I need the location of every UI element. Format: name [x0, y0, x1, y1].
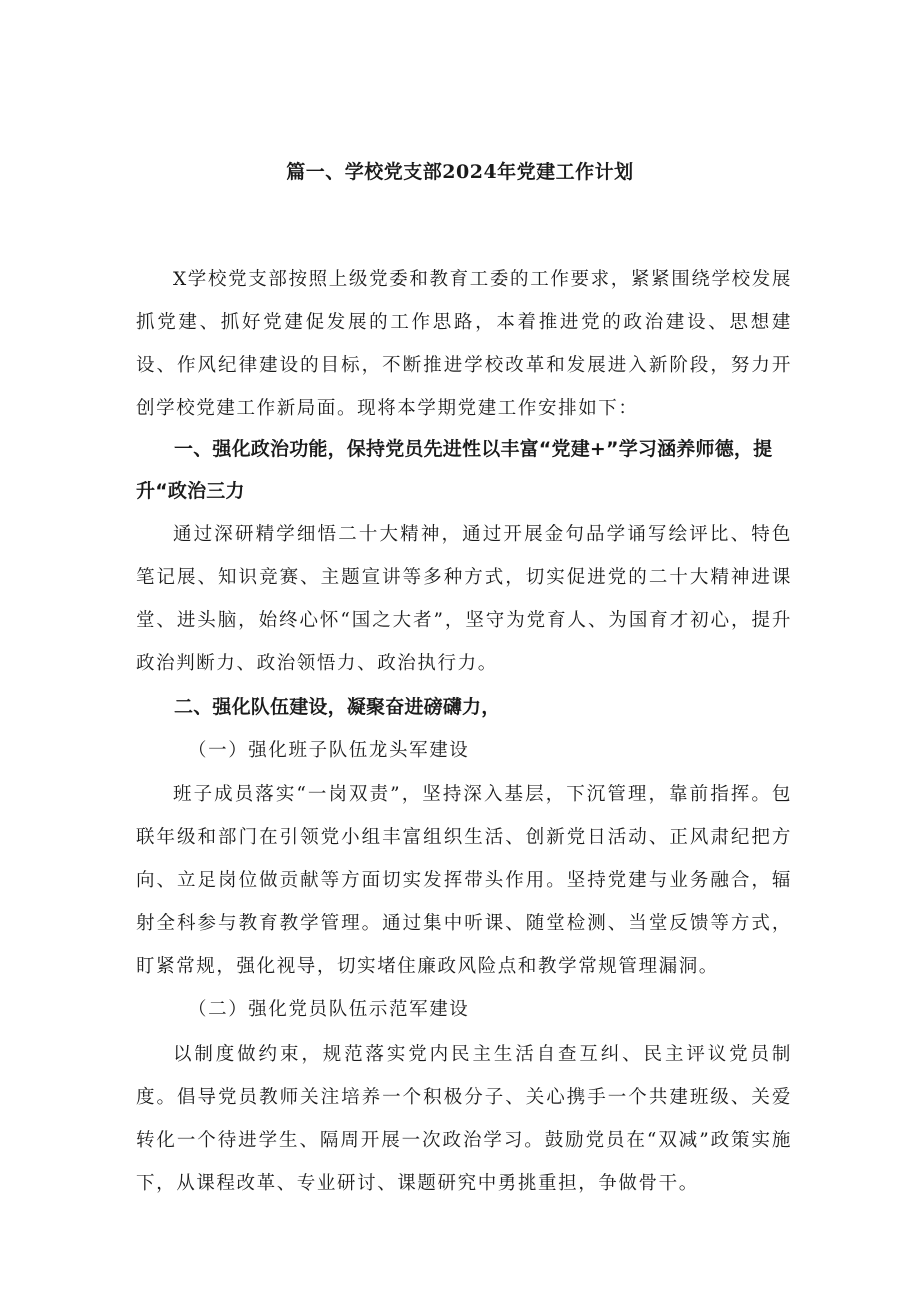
section-2-sub-2-body: 以制度做约束，规范落实党内民主生活自查互纠、民主评议党员制度。倡导党员教师关注培养一个积极分子、关心携手一个共建班级、关爱转化一个待进学生、隔周开展一次政治学习。鼓励党员在“双减”政策实施下，从课程改革、专业研讨、课题研究中勇挑重担，争做骨干。 [136, 1044, 792, 1194]
section-2-sub-2-heading: （二）强化党员队伍示范军建设 [188, 999, 470, 1020]
section-2-heading: 二、强化队伍建设，凝聚奋进磅礴力， [174, 696, 501, 718]
section-2-sub-1-body: 班子成员落实“一岗双责”，坚持深入基层，下沉管理，靠前指挥。包联年级和部门在引领党小组丰富组织生活、创新党日活动、正风肃纪把方向、立足岗位做贡献等方面切实发挥带头作用。坚持党建与业务融合，辐射全科参与教育教学管理。通过集中听课、随堂检测、当堂反馈等方式，盯紧常规，强化视导，切实堵住廉政风险点和教学常规管理漏洞。 [136, 784, 792, 977]
document-title: 篇一、学校党支部2024年党建工作计划 [286, 161, 634, 183]
intro-paragraph: X学校党支部按照上级党委和教育工委的工作要求，紧紧围绕学校发展抓党建、抓好党建促发展的工作思路，本着推进党的政治建设、思想建设、作风纪律建设的目标，不断推进学校改革和发展进入新阶段，努力开创学校党建工作新局面。现将本学期党建工作安排如下： [136, 269, 792, 419]
section-1-heading: 一、强化政治功能，保持党员先进性以丰富“党建+”学习涵养师德，提升“政治三力 [136, 438, 773, 502]
section-2-sub-1-heading: （一）强化班子队伍龙头军建设 [188, 740, 470, 761]
section-1-body: 通过深研精学细悟二十大精神，通过开展金句品学诵写绘评比、特色笔记展、知识竞赛、主题宣讲等多种方式，切实促进党的二十大精神进课堂、进头脑，始终心怀“国之大者”，坚守为党育人、为国育才初心，提升政治判断力、政治领悟力、政治执行力。 [136, 524, 792, 674]
